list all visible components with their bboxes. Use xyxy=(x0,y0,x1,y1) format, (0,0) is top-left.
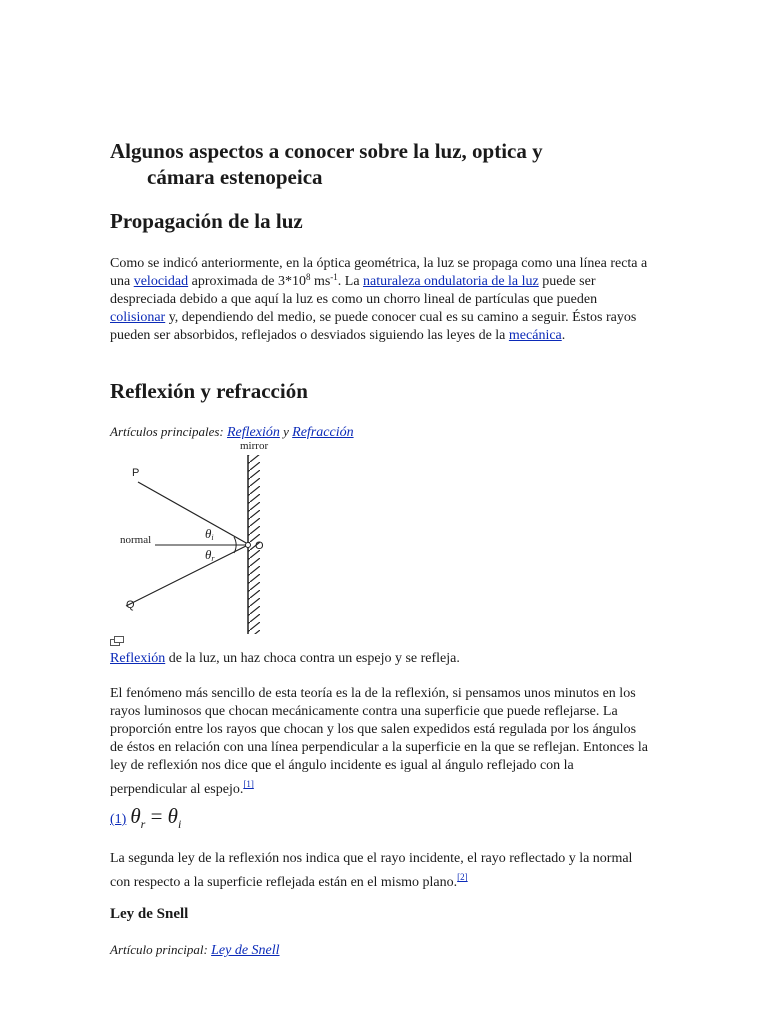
link-colisionar[interactable]: colisionar xyxy=(110,310,166,325)
superscript-8: 8 xyxy=(305,272,311,282)
figure-caption: Reflexión de la luz, un haz choca contra un espejo y se refleja. xyxy=(110,651,460,666)
heading-ley-de-snell: Ley de Snell xyxy=(110,906,189,922)
point-o-marker xyxy=(246,543,251,548)
link-ley-de-snell[interactable]: Ley de Snell xyxy=(211,943,280,958)
citation-2[interactable]: [2] xyxy=(457,872,468,882)
link-naturaleza-ondulatoria[interactable]: naturaleza ondulatoria de la luz xyxy=(363,274,539,289)
link-velocidad[interactable]: velocidad xyxy=(133,274,189,289)
reflection-formula xyxy=(110,804,181,832)
heading-propagacion: Propagación de la luz xyxy=(110,209,303,233)
page-title xyxy=(110,138,650,190)
heading-reflexion-refraccion: Reflexión y refracción xyxy=(110,379,308,403)
theta-i-symbol: θi xyxy=(205,526,214,542)
formula-math: $\theta_r = \theta_i$ xyxy=(130,804,182,832)
paragraph-propagacion: Como se indicó anteriormente, en la óptica geométrica, la luz se propaga como una línea recta a una velocidad aproximada de $3*10^8$ $ms^{-1}$. La naturaleza ondulatoria de la luz puede ser despreciada debido a que aquí la luz es como un chorro lineal de partículas que pueden colisionar y, dependiendo del medio, se puede conocer cual es su camino a seguir. Éstos rayos pueden ser absorbidos, reflejados o desviados siguiendo las leyes de la mecánica. xyxy=(110,256,648,343)
page-title-line2: cámara estenopeica xyxy=(147,165,323,189)
paragraph-segunda-ley: La segunda ley de la reflexión nos indica que el rayo incidente, el rayo reflectado y la normal con respecto a la superficie reflejada están en el mismo plano.[2] xyxy=(110,851,633,890)
page-title-line1: Algunos aspectos a conocer sobre la luz, optica y xyxy=(110,139,543,163)
citation-1[interactable]: [1] xyxy=(243,779,254,789)
point-p-label: P xyxy=(132,467,140,479)
snell-article-note: Artículo principal: Ley de Snell xyxy=(110,942,280,958)
theta-r-symbol: θr xyxy=(205,547,215,563)
point-q-label: Q xyxy=(126,599,135,611)
link-mecanica[interactable]: mecánica xyxy=(508,328,562,343)
paragraph-reflexion: El fenómeno más sencillo de esta teoría es la de la reflexión, si pensamos unos minutos en los rayos luminosos que chocan mecánicamente contra una superficie que puede reflejarse. La proporción entre los rayos que chocan y los que salen expedidos está regulada por los ángulos de éstos en relación con una línea perpendicular a la superficie en la que se reflejan. Entonces la ley de reflexión nos dice que el ángulo incidente es igual al ángulo reflejado con la perpendicular al espejo.[1] xyxy=(110,686,648,797)
superscript-minus1: -1 xyxy=(330,272,338,282)
link-reflexion[interactable]: Reflexión xyxy=(227,425,280,440)
reflected-ray xyxy=(126,545,248,606)
normal-label: normal xyxy=(120,534,152,546)
point-o-label: O xyxy=(255,540,264,552)
incident-ray xyxy=(138,482,248,544)
main-articles-note: Artículos principales: Reflexión y Refracción xyxy=(110,424,354,440)
enlarge-icon[interactable] xyxy=(110,636,124,648)
mirror-label: mirror xyxy=(240,440,269,452)
link-refraccion[interactable]: Refracción xyxy=(292,425,354,440)
caption-link-reflexion[interactable]: Reflexión xyxy=(110,651,166,666)
reflection-diagram xyxy=(110,438,280,638)
formula-number-link[interactable]: (1) xyxy=(110,812,127,827)
